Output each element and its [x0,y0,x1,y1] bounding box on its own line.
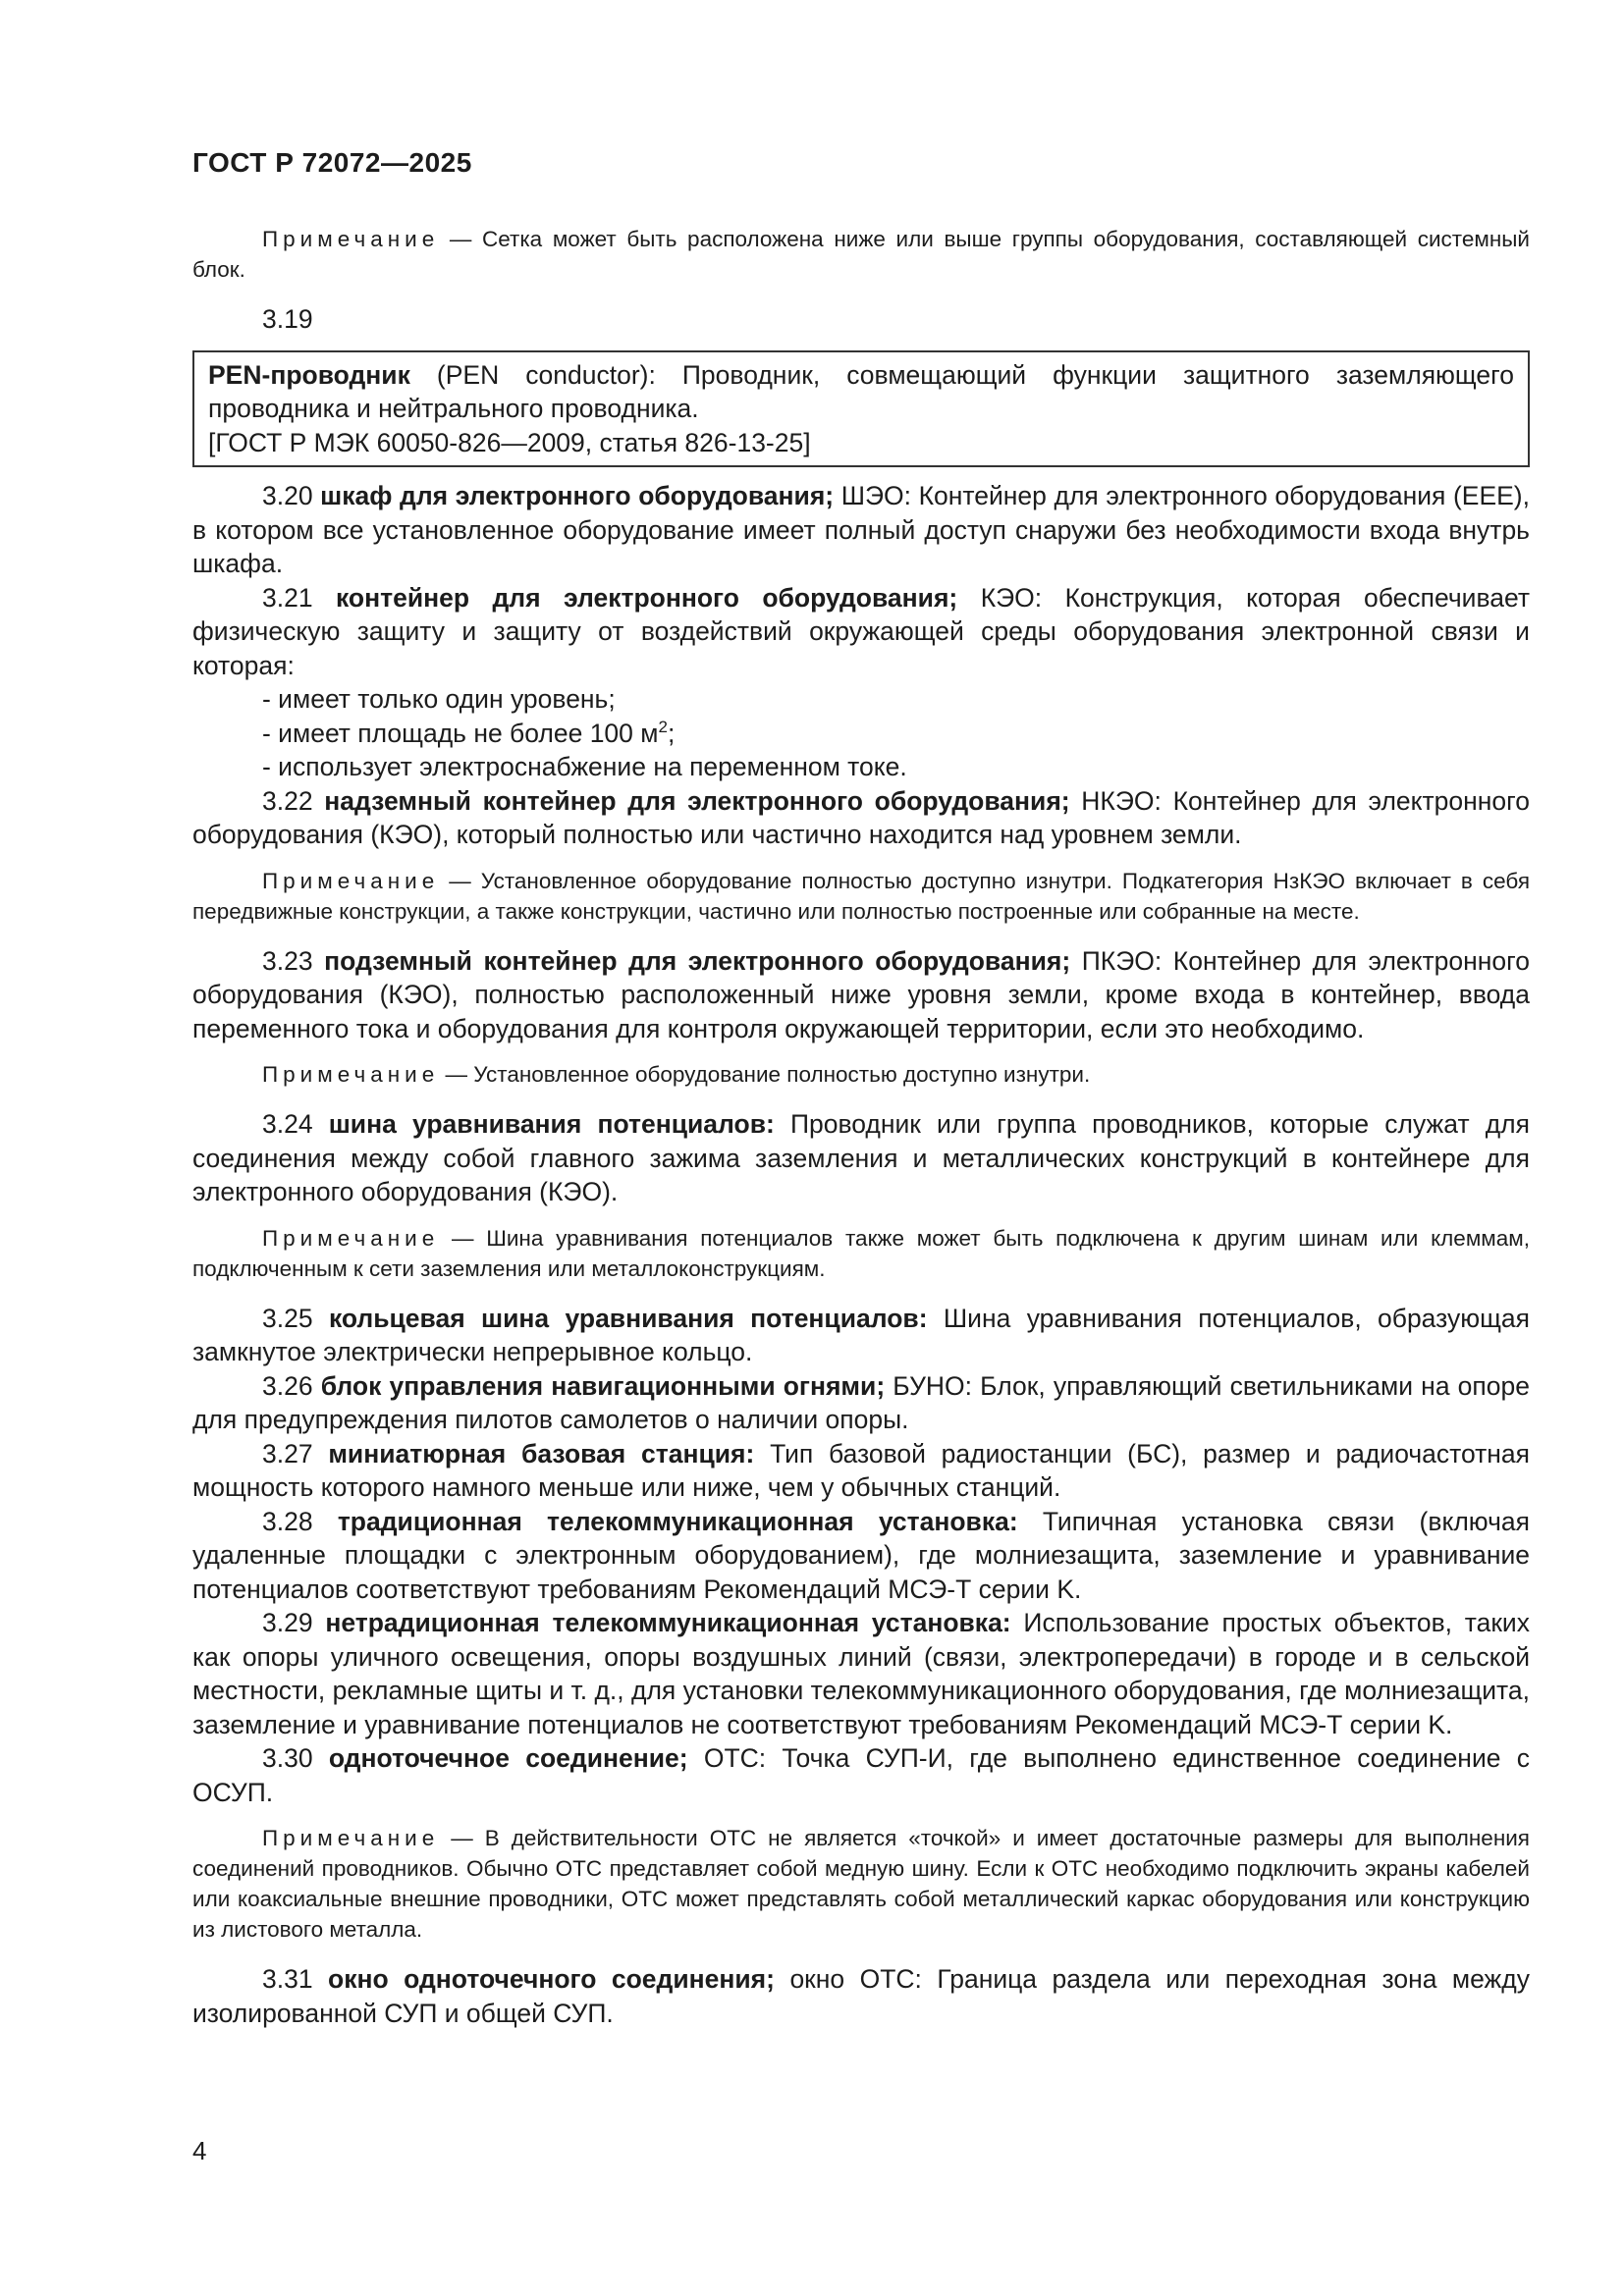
term-definition: Шина уравнивания потенциалов, образующая замкнутое электрически непрерывное кольцо. [192,1303,1530,1366]
term-title: окно одноточечного соединения; [328,1964,775,1994]
note-3-18 [192,224,1530,285]
term-title: кольцевая шина уравнивания потенциалов: [328,1303,928,1333]
note-3-30 [192,1823,1530,1945]
page-content [192,224,1530,2030]
term-3-29 [192,1606,1530,1741]
note-3-23 [192,1059,1530,1090]
note-label: Примечание [262,1826,440,1850]
note-text: — Шина уравнивания потенциалов также может быть подключена к другим шинам или клеммам, подключенным к сети заземления или металлоконструкциям. [192,1225,1530,1281]
term-number: 3.29 [262,1608,326,1637]
term-definition: НКЭО: Контейнер для электронного оборудования (КЭО), который полностью или частично находится над уровнем земли. [192,785,1530,849]
term-number: 3.27 [262,1438,329,1468]
term-title: PEN-проводник [208,359,410,390]
term-title: шкаф для электронного оборудования; [320,481,835,510]
note-label: Примечание [262,868,440,893]
term-number: 3.21 [262,582,336,613]
term-number: 3.23 [262,945,325,976]
term-number: 3.25 [262,1303,329,1333]
term-definition: ШЭО: Контейнер для электронного оборудования (EEE), в котором все установленное оборудование имеет полный доступ снаружи без необходимости входа внутрь шкафа. [192,481,1530,578]
term-title: традиционная телекоммуникационная установка: [337,1506,1018,1536]
term-3-24 [192,1107,1530,1209]
term-3-20 [192,479,1530,581]
term-definition: Проводник или группа проводников, которые служат для соединения между собой главного зажима заземления и металлических конструкций в контейнере для электронного оборудования (КЭО). [192,1109,1530,1206]
term-title: подземный контейнер для электронного оборудования; [324,945,1071,976]
note-3-24 [192,1223,1530,1284]
page-header: ГОСТ Р 72072—2025 [192,147,472,178]
term-title: одноточечное соединение; [328,1743,688,1773]
note-text: — В действительности ОТС не является «точкой» и имеет достаточные размеры для выполнения соединений проводников. Обычно ОТС представляет собой медную шину. Если к ОТС необходимо подключить экраны кабелей или коаксиальные внешние проводники, ОТС может представлять собой металлический каркас оборудования или конструкцию из листового металла. [192,1826,1530,1942]
term-number: 3.28 [262,1506,338,1536]
note-text: — Установленное оборудование полностью доступно изнутри. Подкатегория НзКЭО включает в себя передвижные конструкции, а также конструкции, частично или полностью построенные или собранные на месте. [192,868,1530,924]
term-definition: ПКЭО: Контейнер для электронного оборудования (КЭО), полностью расположенный ниже уровня земли, кроме входа в контейнер, ввода переменного тока и оборудования для контроля окружающей территории, если это необходимо. [192,945,1530,1043]
term-3-30 [192,1741,1530,1809]
term-3-26 [192,1369,1530,1437]
term-title: блок управления навигационными огнями; [320,1370,886,1401]
term-title: контейнер для электронного оборудования; [336,582,958,613]
note-text: — Сетка может быть расположена ниже или выше группы оборудования, составляющей системный блок. [192,227,1530,282]
term-title: нетрадиционная телекоммуникационная установка: [325,1608,1011,1637]
term-definition: БУНО: Блок, управляющий светильниками на опоре для предупреждения пилотов самолетов о наличии опоры. [192,1370,1530,1434]
term-3-27 [192,1437,1530,1505]
term-definition: КЭО: Конструкция, которая обеспечивает физическую защиту и защиту от воздействий окружающей среды оборудования электронной связи и которая: [192,582,1530,680]
term-number: 3.26 [262,1370,321,1401]
note-label: Примечание [262,1062,440,1087]
term-3-31 [192,1962,1530,2030]
term-title: шина уравнивания потенциалов: [328,1109,775,1139]
term-3-22 [192,784,1530,852]
term-number: 3.31 [262,1964,329,1994]
term-3-23 [192,944,1530,1046]
term-title: миниатюрная базовая станция: [328,1438,755,1468]
term-number: 3.24 [262,1109,329,1139]
term-3-28 [192,1505,1530,1607]
term-3-21 [192,581,1530,683]
list-item: - имеет только один уровень; [262,684,616,714]
term-number: 3.20 [262,481,321,510]
term-definition: ОТС: Точка СУП-И, где выполнено единственное соединение с ОСУП. [192,1743,1530,1807]
page-number: 4 [192,2136,207,2165]
term-title: надземный контейнер для электронного оборудования; [324,785,1070,816]
term-3-25 [192,1302,1530,1369]
term-definition: Использование простых объектов, таких как опоры уличного освещения, опоры воздушных линий (связи, электропередачи) в городе и в сельской местности, рекламные щиты и т. д., для установки телекоммуникационного оборудования, где молниезащита, заземление и уравнивание потенциалов не соответствуют требованиям Рекомендаций МСЭ-Т серии K. [192,1608,1530,1739]
term-definition: (PEN conductor): Проводник, совмещающий функции защитного заземляющего проводника и нейтрального проводника. [208,359,1514,423]
definition-box-3-19 [192,350,1530,468]
note-label: Примечание [262,1225,440,1251]
term-definition: окно ОТС: Граница раздела или переходная зона между изолированной СУП и общей СУП. [192,1964,1530,2028]
note-label: Примечание [262,227,440,251]
note-text: — Установленное оборудование полностью доступно изнутри. [439,1062,1091,1087]
term-number: 3.22 [262,785,325,816]
term-definition: Тип базовой радиостанции (БС), размер и радиочастотная мощность которого намного меньше или ниже, чем у обычных станций. [192,1438,1530,1502]
term-reference: [ГОСТ Р МЭК 60050-826—2009, статья 826-13-25] [208,427,811,457]
note-3-22 [192,866,1530,927]
list-item: - использует электроснабжение на переменном токе. [262,752,907,781]
term-definition: Типичная установка связи (включая удаленные площадки с электронным оборудованием), где молниезащита, заземление и уравнивание потенциалов соответствуют требованиям Рекомендаций МСЭ-Т серии K. [192,1506,1530,1604]
list-item: - имеет площадь не более 100 $м^2$; [262,717,676,748]
term-number-3-19: 3.19 [262,304,313,334]
term-number: 3.30 [262,1743,329,1773]
